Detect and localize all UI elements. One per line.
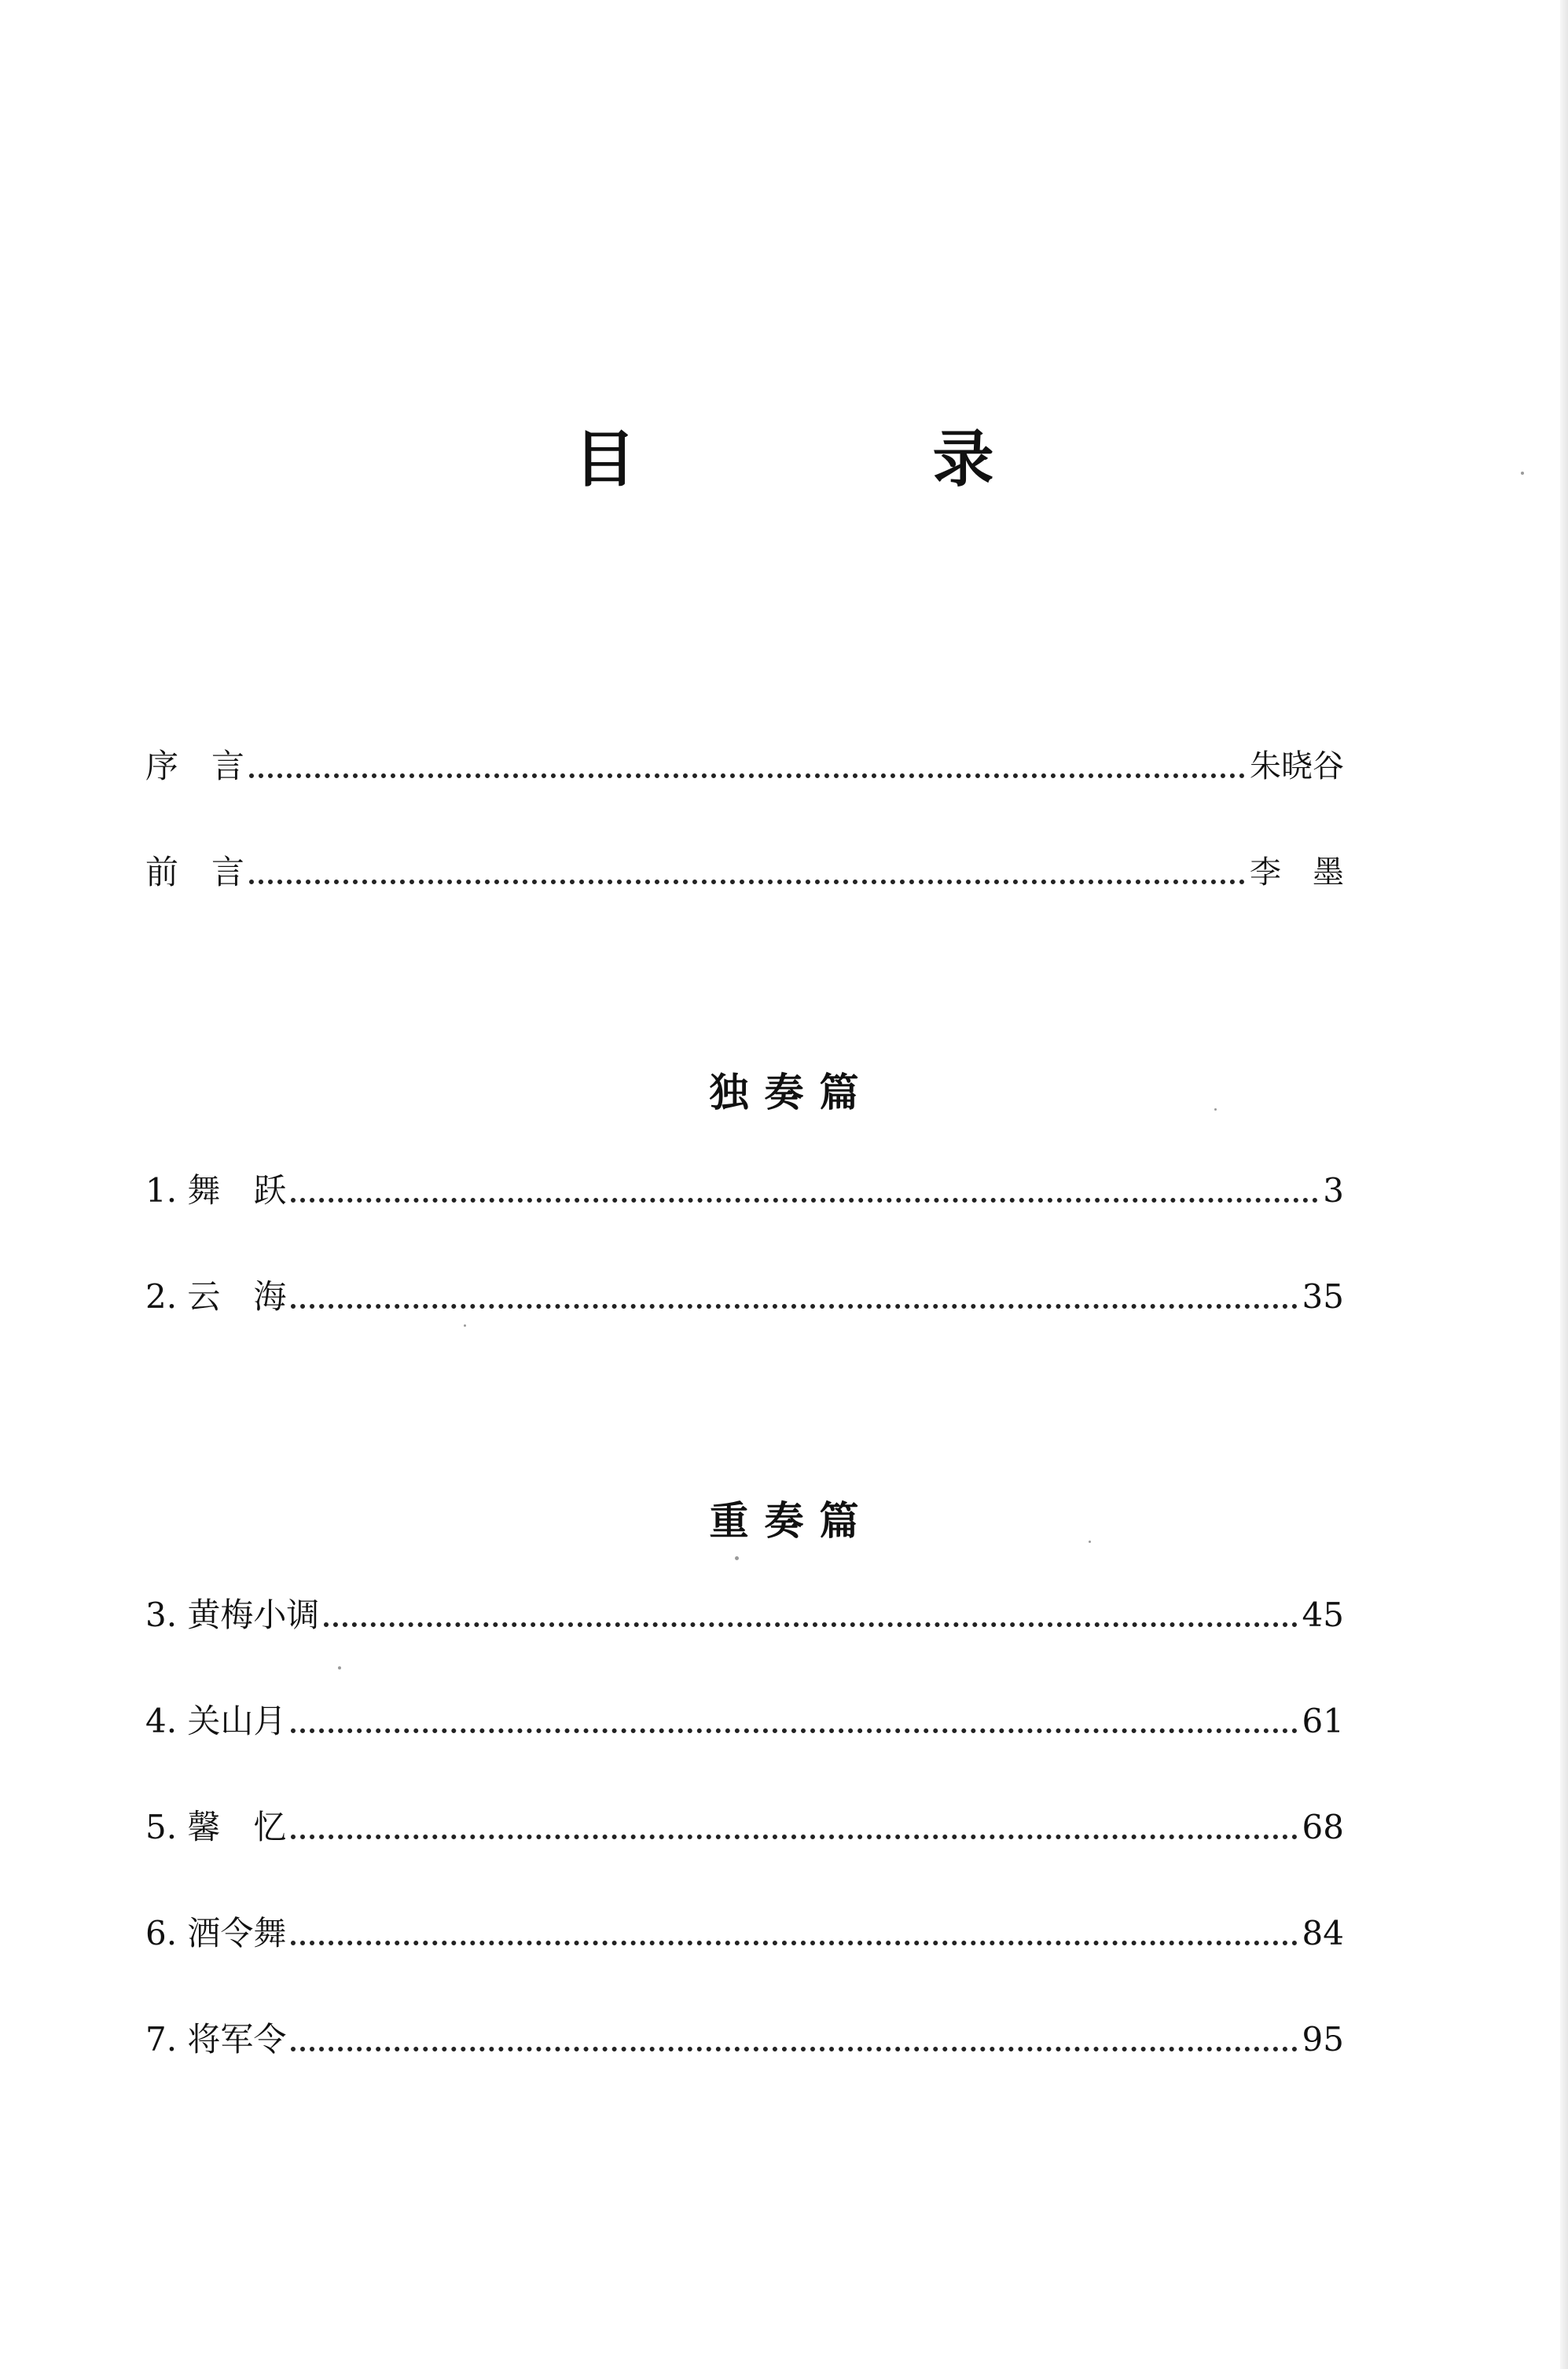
page-number: 68 [1302,1808,1344,1846]
page-number: 45 [1302,1596,1344,1634]
page-number: 84 [1302,1914,1344,1952]
dot-leader [324,1622,1297,1627]
toc-entry-label: 2. 云 海 [145,1277,287,1316]
dot-leader [249,773,1245,778]
toc-entry-label: 1. 舞 跃 [145,1171,287,1210]
dot-leader [291,1728,1297,1733]
speck [735,1556,739,1560]
speck [1089,1541,1091,1543]
toc-entry-label: 7. 将军令 [145,2020,287,2059]
page-edge [1560,0,1568,2369]
speck [1521,472,1524,475]
toc-row[interactable] [145,1588,1344,1643]
toc-row[interactable] [145,1906,1344,1961]
dot-leader [291,1198,1318,1203]
section-heading-solo: 独奏篇 [709,1070,875,1115]
dot-leader [291,2047,1297,2051]
toc-entry-author: 李 墨 [1250,854,1344,891]
speck [1214,1108,1217,1111]
toc-entry-label: 3. 黄梅小调 [145,1596,320,1634]
page-number: 35 [1302,1277,1344,1316]
toc-entry-label: 6. 酒令舞 [145,1914,287,1952]
toc-entry-label: 序 言 [145,747,245,785]
section-heading-ensemble: 重奏篇 [709,1498,875,1544]
toc-entry-label: 前 言 [145,853,245,891]
dot-leader [291,1304,1297,1309]
speck [464,1324,466,1327]
page-number: 95 [1302,2020,1344,2059]
toc-row[interactable] [145,1269,1344,1324]
toc-row[interactable] [145,2012,1344,2067]
dot-leader [291,1941,1297,1945]
page-number: 3 [1323,1171,1344,1210]
toc-entry-author: 朱晓谷 [1250,748,1344,784]
toc-entry-label: 4. 关山月 [145,1702,287,1740]
toc-row[interactable] [145,1800,1344,1855]
page-title: 目 录 [574,424,1112,495]
dot-leader [291,1835,1297,1839]
speck [338,1666,341,1669]
toc-row[interactable] [145,1163,1344,1218]
dot-leader [249,880,1245,884]
toc-row-preface[interactable] [145,739,1344,794]
toc-entry-label: 5. 馨 忆 [145,1808,287,1846]
toc-row-foreword[interactable] [145,845,1344,900]
page-number: 61 [1302,1702,1344,1740]
toc-row[interactable] [145,1694,1344,1749]
